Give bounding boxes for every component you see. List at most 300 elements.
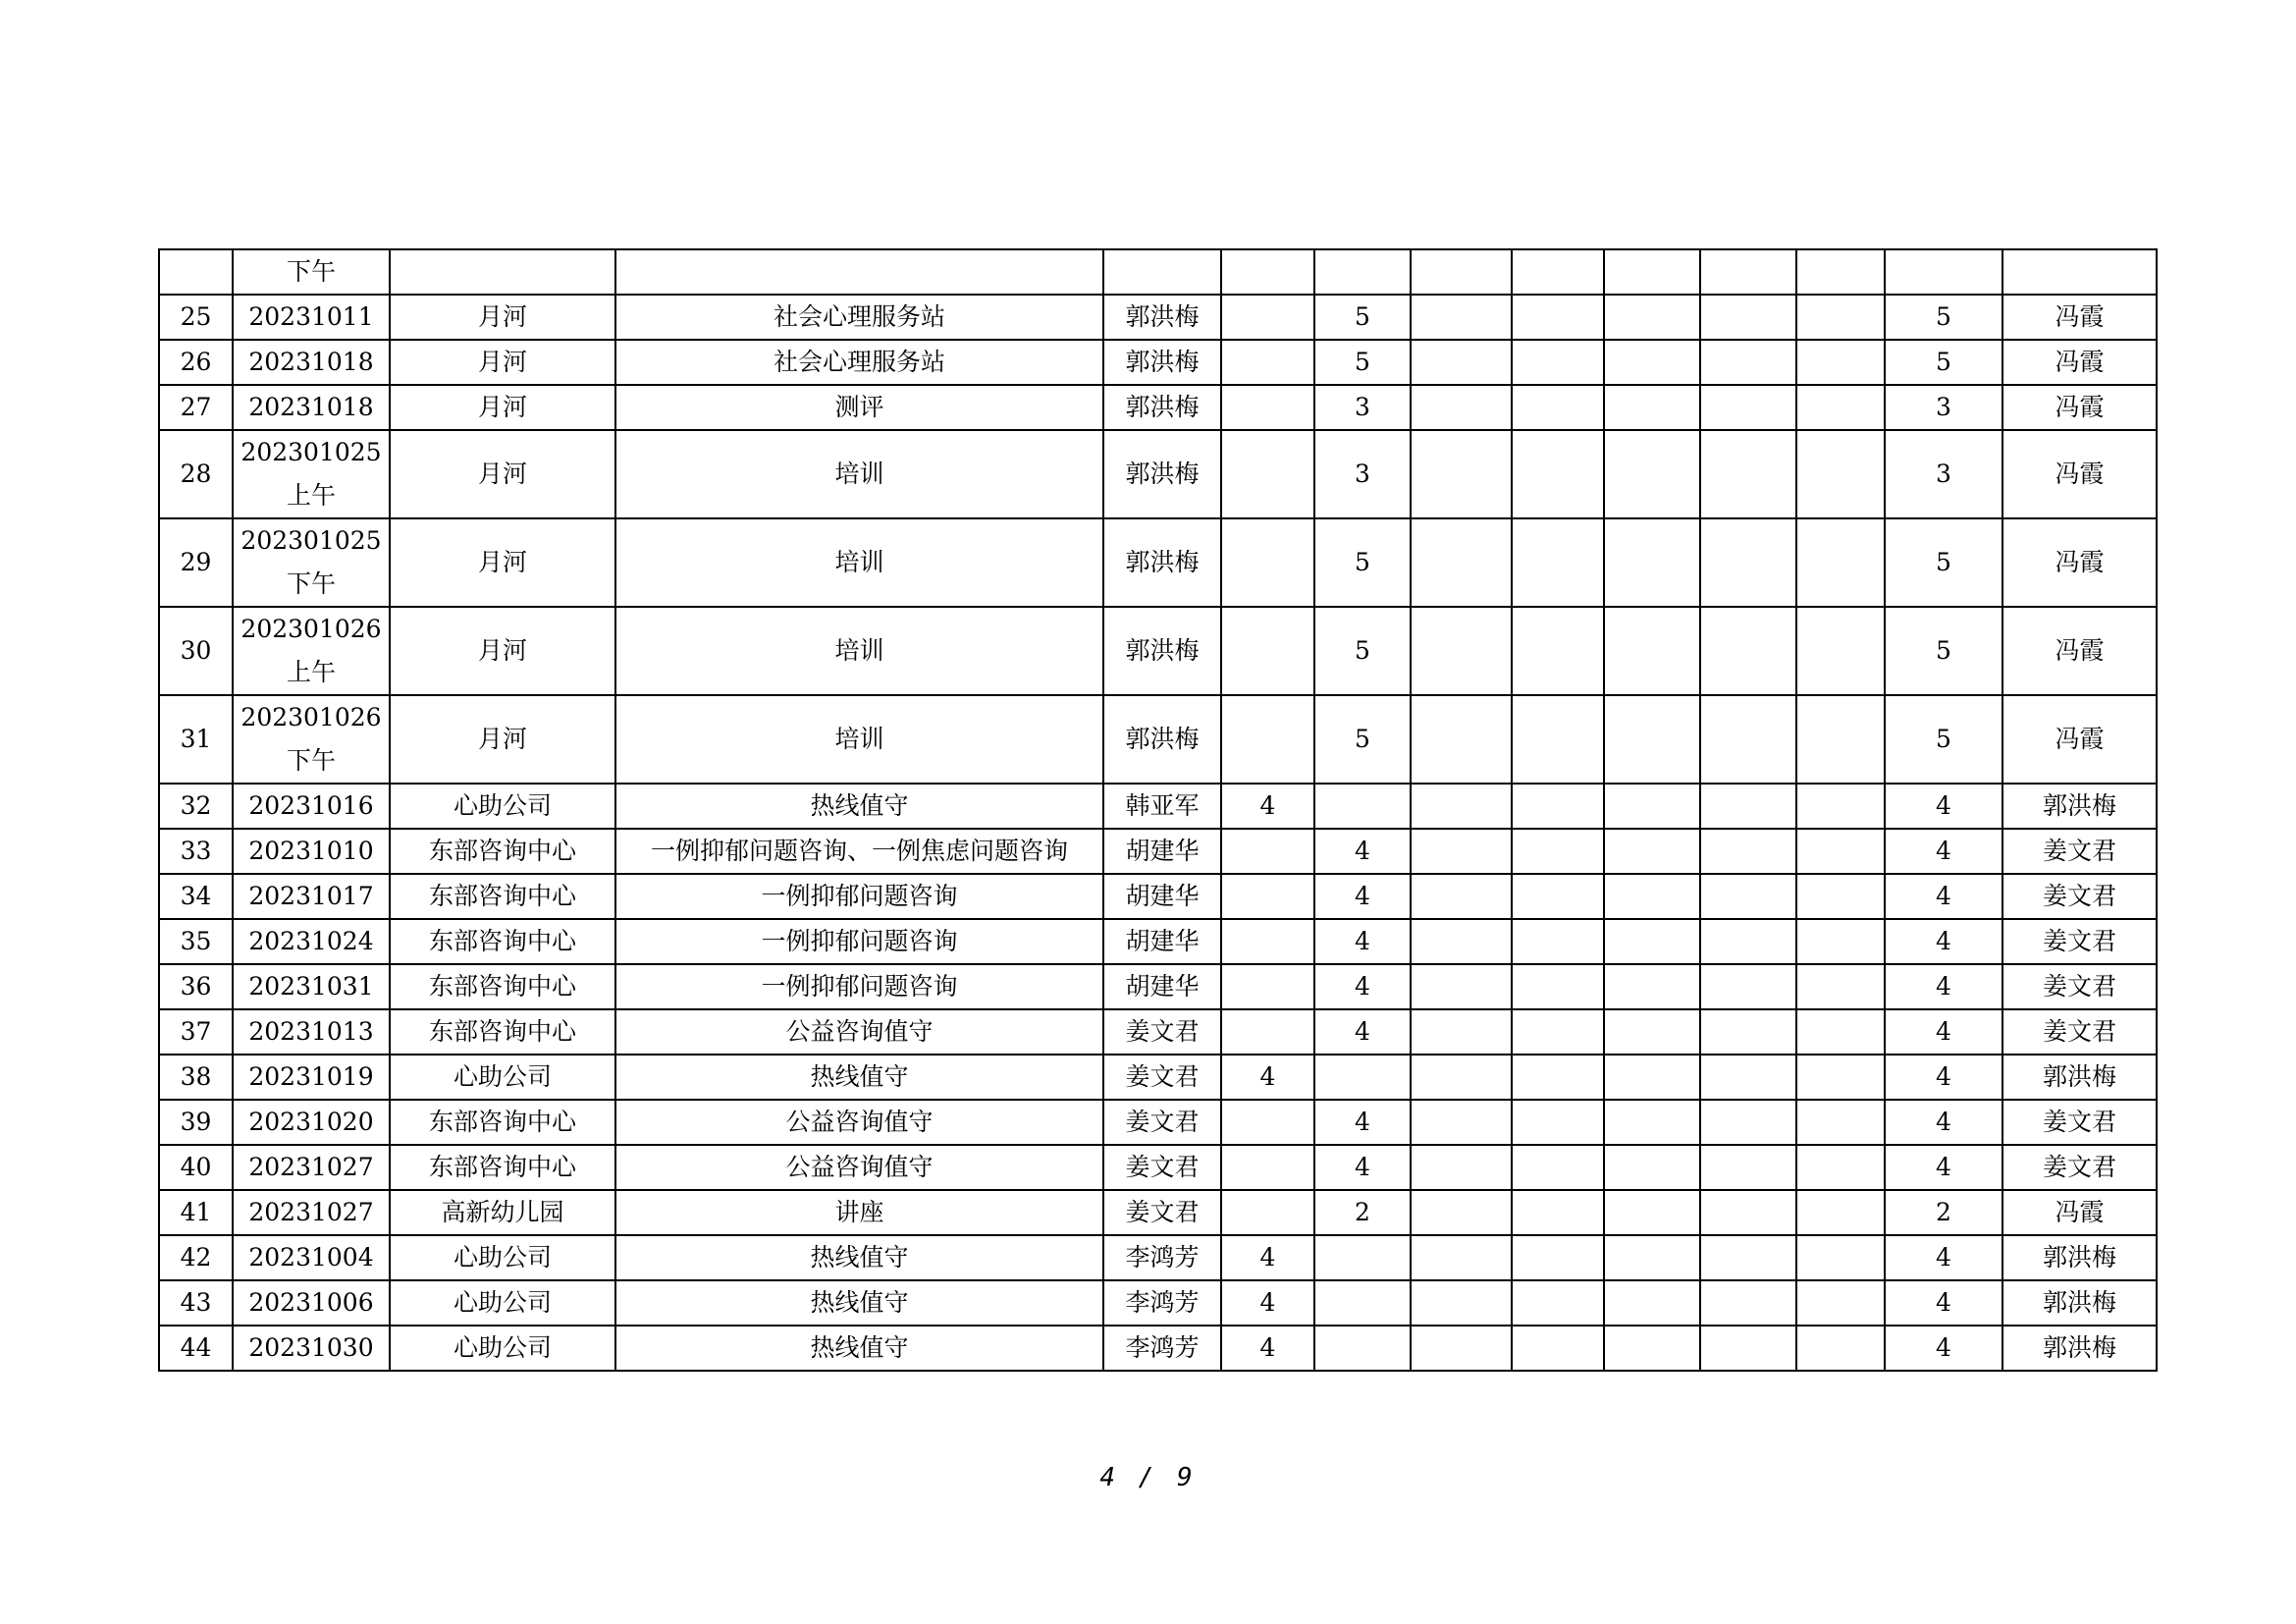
cell-hours-col-2	[1314, 249, 1411, 295]
date-value: 20231020	[248, 1108, 374, 1136]
cell-location: 东部咨询中心	[390, 874, 615, 919]
cell-serial-number: 42	[159, 1235, 233, 1280]
cell-verifier: 姜文君	[2002, 1009, 2157, 1055]
cell-hours-col-1: 4	[1221, 1055, 1314, 1100]
cell-volunteer: 胡建华	[1103, 874, 1221, 919]
cell-total-hours: 5	[1885, 295, 2002, 340]
cell-hours-col-1	[1221, 295, 1314, 340]
cell-location: 东部咨询中心	[390, 1145, 615, 1190]
cell-hours-col-2: 3	[1314, 385, 1411, 430]
cell-date	[233, 1326, 390, 1371]
cell-hours-col-3	[1411, 695, 1512, 784]
cell-hours-col-3	[1411, 1235, 1512, 1280]
cell-hours-col-7	[1796, 1235, 1885, 1280]
cell-hours-col-6	[1700, 430, 1796, 518]
cell-verifier: 冯霞	[2002, 518, 2157, 607]
cell-hours-col-6	[1700, 1326, 1796, 1371]
cell-hours-col-3	[1411, 829, 1512, 874]
date-value: 20231027	[248, 1153, 374, 1181]
cell-activity: 热线值守	[615, 1326, 1103, 1371]
cell-volunteer: 郭洪梅	[1103, 295, 1221, 340]
cell-volunteer: 胡建华	[1103, 919, 1221, 964]
table-row	[159, 1100, 2157, 1145]
cell-activity: 培训	[615, 430, 1103, 518]
cell-serial-number: 32	[159, 784, 233, 829]
cell-location: 月河	[390, 518, 615, 607]
cell-location: 月河	[390, 385, 615, 430]
cell-date	[233, 829, 390, 874]
cell-hours-col-6	[1700, 607, 1796, 695]
date-value: 20231030	[248, 1333, 374, 1362]
table-row	[159, 1326, 2157, 1371]
date-period: 下午	[286, 257, 336, 286]
cell-hours-col-1	[1221, 1145, 1314, 1190]
cell-serial-number: 27	[159, 385, 233, 430]
cell-date	[233, 874, 390, 919]
cell-hours-col-6	[1700, 964, 1796, 1009]
cell-hours-col-6	[1700, 1055, 1796, 1100]
cell-verifier: 冯霞	[2002, 1190, 2157, 1235]
date-value: 20231017	[248, 882, 374, 910]
cell-date	[233, 1235, 390, 1280]
cell-hours-col-4	[1512, 1055, 1604, 1100]
date-value: 20231031	[248, 972, 374, 1001]
date-value: 202301026	[240, 703, 382, 731]
date-value: 20231024	[248, 927, 374, 955]
cell-hours-col-7	[1796, 385, 1885, 430]
cell-verifier: 姜文君	[2002, 964, 2157, 1009]
cell-volunteer: 姜文君	[1103, 1100, 1221, 1145]
cell-volunteer: 姜文君	[1103, 1055, 1221, 1100]
cell-serial-number: 26	[159, 340, 233, 385]
cell-hours-col-2: 4	[1314, 1145, 1411, 1190]
table-row	[159, 1190, 2157, 1235]
cell-hours-col-2	[1314, 1280, 1411, 1326]
cell-hours-col-7	[1796, 1055, 1885, 1100]
cell-total-hours: 5	[1885, 607, 2002, 695]
cell-location: 高新幼儿园	[390, 1190, 615, 1235]
cell-hours-col-3	[1411, 1055, 1512, 1100]
cell-serial-number: 34	[159, 874, 233, 919]
cell-location: 月河	[390, 430, 615, 518]
cell-hours-col-7	[1796, 874, 1885, 919]
cell-location: 月河	[390, 607, 615, 695]
cell-activity: 热线值守	[615, 784, 1103, 829]
cell-volunteer: 郭洪梅	[1103, 607, 1221, 695]
cell-verifier: 冯霞	[2002, 430, 2157, 518]
cell-hours-col-5	[1604, 518, 1700, 607]
cell-serial-number: 30	[159, 607, 233, 695]
cell-date	[233, 1100, 390, 1145]
cell-verifier: 姜文君	[2002, 919, 2157, 964]
cell-hours-col-5	[1604, 1009, 1700, 1055]
cell-hours-col-7	[1796, 249, 1885, 295]
cell-hours-col-1	[1221, 919, 1314, 964]
cell-hours-col-7	[1796, 518, 1885, 607]
cell-hours-col-1	[1221, 874, 1314, 919]
cell-activity: 热线值守	[615, 1235, 1103, 1280]
cell-hours-col-1: 4	[1221, 1235, 1314, 1280]
cell-hours-col-7	[1796, 1326, 1885, 1371]
cell-volunteer: 姜文君	[1103, 1190, 1221, 1235]
cell-hours-col-3	[1411, 1326, 1512, 1371]
cell-total-hours: 4	[1885, 1055, 2002, 1100]
date-value: 20231018	[248, 393, 374, 421]
cell-hours-col-2: 4	[1314, 1009, 1411, 1055]
date-value: 20231013	[248, 1017, 374, 1046]
cell-verifier: 冯霞	[2002, 385, 2157, 430]
cell-hours-col-5	[1604, 919, 1700, 964]
cell-hours-col-3	[1411, 518, 1512, 607]
cell-verifier: 冯霞	[2002, 340, 2157, 385]
cell-hours-col-4	[1512, 1190, 1604, 1235]
cell-serial-number: 44	[159, 1326, 233, 1371]
cell-verifier	[2002, 249, 2157, 295]
cell-hours-col-2: 5	[1314, 340, 1411, 385]
date-period: 上午	[286, 658, 336, 686]
cell-hours-col-2: 5	[1314, 518, 1411, 607]
table-row	[159, 964, 2157, 1009]
cell-serial-number: 36	[159, 964, 233, 1009]
cell-total-hours: 5	[1885, 518, 2002, 607]
cell-hours-col-7	[1796, 430, 1885, 518]
cell-location: 心助公司	[390, 1055, 615, 1100]
cell-verifier: 郭洪梅	[2002, 784, 2157, 829]
cell-hours-col-6	[1700, 784, 1796, 829]
cell-hours-col-1	[1221, 518, 1314, 607]
cell-hours-col-7	[1796, 695, 1885, 784]
cell-activity: 一例抑郁问题咨询	[615, 964, 1103, 1009]
cell-hours-col-4	[1512, 607, 1604, 695]
table-row	[159, 385, 2157, 430]
cell-hours-col-4	[1512, 919, 1604, 964]
cell-hours-col-3	[1411, 430, 1512, 518]
cell-serial-number	[159, 249, 233, 295]
cell-date	[233, 295, 390, 340]
cell-volunteer: 郭洪梅	[1103, 518, 1221, 607]
cell-activity: 培训	[615, 695, 1103, 784]
cell-hours-col-5	[1604, 829, 1700, 874]
cell-serial-number: 25	[159, 295, 233, 340]
cell-hours-col-1: 4	[1221, 1326, 1314, 1371]
cell-location: 月河	[390, 340, 615, 385]
cell-hours-col-2: 4	[1314, 964, 1411, 1009]
cell-hours-col-4	[1512, 340, 1604, 385]
cell-activity: 公益咨询值守	[615, 1145, 1103, 1190]
cell-activity: 一例抑郁问题咨询、一例焦虑问题咨询	[615, 829, 1103, 874]
cell-total-hours: 2	[1885, 1190, 2002, 1235]
cell-verifier: 冯霞	[2002, 607, 2157, 695]
table-row	[159, 607, 2157, 695]
date-value: 202301025	[240, 438, 382, 466]
cell-hours-col-4	[1512, 829, 1604, 874]
table-body	[159, 249, 2157, 1371]
cell-hours-col-4	[1512, 518, 1604, 607]
cell-hours-col-6	[1700, 1009, 1796, 1055]
cell-volunteer: 胡建华	[1103, 829, 1221, 874]
cell-activity: 讲座	[615, 1190, 1103, 1235]
cell-hours-col-5	[1604, 607, 1700, 695]
cell-hours-col-5	[1604, 295, 1700, 340]
cell-verifier: 郭洪梅	[2002, 1326, 2157, 1371]
cell-hours-col-5	[1604, 1145, 1700, 1190]
cell-activity: 公益咨询值守	[615, 1100, 1103, 1145]
cell-hours-col-1	[1221, 249, 1314, 295]
cell-serial-number: 31	[159, 695, 233, 784]
cell-hours-col-1	[1221, 964, 1314, 1009]
table-row	[159, 1009, 2157, 1055]
cell-location: 心助公司	[390, 1280, 615, 1326]
cell-hours-col-3	[1411, 1100, 1512, 1145]
date-value: 202301026	[240, 615, 382, 643]
cell-verifier: 姜文君	[2002, 1145, 2157, 1190]
date-period: 下午	[286, 569, 336, 598]
cell-verifier: 冯霞	[2002, 295, 2157, 340]
date-value: 20231006	[248, 1288, 374, 1317]
cell-hours-col-7	[1796, 1100, 1885, 1145]
cell-location: 心助公司	[390, 1235, 615, 1280]
cell-serial-number: 35	[159, 919, 233, 964]
cell-hours-col-7	[1796, 340, 1885, 385]
cell-hours-col-5	[1604, 1235, 1700, 1280]
cell-hours-col-4	[1512, 874, 1604, 919]
cell-date	[233, 919, 390, 964]
cell-total-hours: 4	[1885, 829, 2002, 874]
cell-hours-col-5	[1604, 340, 1700, 385]
cell-hours-col-2: 4	[1314, 1100, 1411, 1145]
cell-activity: 一例抑郁问题咨询	[615, 919, 1103, 964]
table-row	[159, 784, 2157, 829]
cell-date	[233, 964, 390, 1009]
cell-hours-col-4	[1512, 1280, 1604, 1326]
cell-activity: 测评	[615, 385, 1103, 430]
cell-serial-number: 41	[159, 1190, 233, 1235]
cell-hours-col-3	[1411, 295, 1512, 340]
cell-hours-col-3	[1411, 607, 1512, 695]
cell-serial-number: 38	[159, 1055, 233, 1100]
date-value: 20231011	[248, 302, 374, 331]
date-period: 下午	[286, 746, 336, 775]
cell-serial-number: 39	[159, 1100, 233, 1145]
table-row	[159, 340, 2157, 385]
cell-date	[233, 430, 390, 518]
cell-hours-col-5	[1604, 1280, 1700, 1326]
cell-total-hours: 4	[1885, 1100, 2002, 1145]
date-value: 20231018	[248, 348, 374, 376]
table-row	[159, 919, 2157, 964]
cell-activity: 热线值守	[615, 1055, 1103, 1100]
cell-date	[233, 695, 390, 784]
cell-hours-col-6	[1700, 919, 1796, 964]
cell-hours-col-3	[1411, 1190, 1512, 1235]
page-number: 4 / 9	[1099, 1463, 1197, 1492]
cell-hours-col-7	[1796, 919, 1885, 964]
cell-date	[233, 1280, 390, 1326]
cell-hours-col-5	[1604, 874, 1700, 919]
cell-hours-col-2	[1314, 1326, 1411, 1371]
cell-location: 东部咨询中心	[390, 829, 615, 874]
cell-hours-col-5	[1604, 784, 1700, 829]
cell-hours-col-3	[1411, 385, 1512, 430]
cell-total-hours: 4	[1885, 874, 2002, 919]
cell-date	[233, 607, 390, 695]
cell-hours-col-6	[1700, 874, 1796, 919]
cell-activity: 社会心理服务站	[615, 295, 1103, 340]
cell-hours-col-5	[1604, 430, 1700, 518]
cell-verifier: 冯霞	[2002, 695, 2157, 784]
cell-hours-col-2: 4	[1314, 874, 1411, 919]
volunteer-hours-table	[158, 248, 2158, 1372]
cell-hours-col-7	[1796, 964, 1885, 1009]
cell-hours-col-1	[1221, 385, 1314, 430]
cell-hours-col-4	[1512, 430, 1604, 518]
cell-total-hours: 5	[1885, 340, 2002, 385]
cell-volunteer: 郭洪梅	[1103, 430, 1221, 518]
cell-hours-col-3	[1411, 964, 1512, 1009]
cell-hours-col-1	[1221, 430, 1314, 518]
cell-date	[233, 1055, 390, 1100]
cell-hours-col-2: 4	[1314, 829, 1411, 874]
cell-activity: 培训	[615, 518, 1103, 607]
cell-total-hours: 4	[1885, 919, 2002, 964]
cell-location: 月河	[390, 295, 615, 340]
date-value: 202301025	[240, 526, 382, 555]
cell-hours-col-6	[1700, 829, 1796, 874]
cell-verifier: 姜文君	[2002, 874, 2157, 919]
cell-volunteer: 姜文君	[1103, 1145, 1221, 1190]
cell-date	[233, 1145, 390, 1190]
cell-date	[233, 340, 390, 385]
cell-hours-col-6	[1700, 1235, 1796, 1280]
cell-hours-col-7	[1796, 1009, 1885, 1055]
table-row	[159, 829, 2157, 874]
cell-verifier: 姜文君	[2002, 1100, 2157, 1145]
cell-hours-col-3	[1411, 1280, 1512, 1326]
cell-hours-col-6	[1700, 1280, 1796, 1326]
cell-hours-col-7	[1796, 1145, 1885, 1190]
cell-location: 东部咨询中心	[390, 964, 615, 1009]
table-row	[159, 1145, 2157, 1190]
cell-verifier: 姜文君	[2002, 829, 2157, 874]
cell-date	[233, 518, 390, 607]
cell-hours-col-5	[1604, 1190, 1700, 1235]
table-row	[159, 249, 2157, 295]
cell-hours-col-7	[1796, 1190, 1885, 1235]
cell-volunteer	[1103, 249, 1221, 295]
cell-hours-col-1	[1221, 1009, 1314, 1055]
table-row	[159, 518, 2157, 607]
cell-hours-col-3	[1411, 874, 1512, 919]
cell-total-hours: 4	[1885, 964, 2002, 1009]
cell-hours-col-3	[1411, 340, 1512, 385]
cell-hours-col-6	[1700, 695, 1796, 784]
table-row	[159, 1280, 2157, 1326]
cell-volunteer: 郭洪梅	[1103, 340, 1221, 385]
cell-verifier: 郭洪梅	[2002, 1280, 2157, 1326]
cell-hours-col-1	[1221, 340, 1314, 385]
table-row	[159, 295, 2157, 340]
cell-hours-col-1	[1221, 829, 1314, 874]
cell-hours-col-6	[1700, 1190, 1796, 1235]
cell-hours-col-4	[1512, 385, 1604, 430]
cell-hours-col-2: 5	[1314, 295, 1411, 340]
cell-location: 东部咨询中心	[390, 1009, 615, 1055]
table-row	[159, 874, 2157, 919]
cell-date	[233, 784, 390, 829]
cell-date	[233, 385, 390, 430]
cell-verifier: 郭洪梅	[2002, 1055, 2157, 1100]
cell-total-hours: 4	[1885, 1235, 2002, 1280]
cell-date	[233, 1190, 390, 1235]
cell-hours-col-6	[1700, 1100, 1796, 1145]
cell-serial-number: 29	[159, 518, 233, 607]
cell-hours-col-2: 5	[1314, 607, 1411, 695]
cell-hours-col-3	[1411, 1009, 1512, 1055]
cell-hours-col-7	[1796, 607, 1885, 695]
cell-hours-col-4	[1512, 1009, 1604, 1055]
cell-hours-col-1	[1221, 695, 1314, 784]
cell-total-hours	[1885, 249, 2002, 295]
cell-hours-col-4	[1512, 784, 1604, 829]
cell-hours-col-6	[1700, 249, 1796, 295]
cell-volunteer: 胡建华	[1103, 964, 1221, 1009]
cell-hours-col-7	[1796, 829, 1885, 874]
cell-hours-col-4	[1512, 295, 1604, 340]
cell-location: 心助公司	[390, 784, 615, 829]
cell-total-hours: 3	[1885, 430, 2002, 518]
cell-activity: 一例抑郁问题咨询	[615, 874, 1103, 919]
cell-hours-col-2: 3	[1314, 430, 1411, 518]
cell-hours-col-5	[1604, 1326, 1700, 1371]
cell-serial-number: 43	[159, 1280, 233, 1326]
cell-volunteer: 韩亚军	[1103, 784, 1221, 829]
cell-hours-col-4	[1512, 1235, 1604, 1280]
cell-location: 心助公司	[390, 1326, 615, 1371]
cell-serial-number: 28	[159, 430, 233, 518]
cell-activity: 培训	[615, 607, 1103, 695]
cell-hours-col-4	[1512, 1100, 1604, 1145]
cell-hours-col-1	[1221, 1190, 1314, 1235]
cell-volunteer: 李鸿芳	[1103, 1235, 1221, 1280]
date-value: 20231004	[248, 1243, 374, 1272]
cell-location: 月河	[390, 695, 615, 784]
cell-serial-number: 37	[159, 1009, 233, 1055]
cell-date	[233, 1009, 390, 1055]
cell-location: 东部咨询中心	[390, 919, 615, 964]
cell-activity: 公益咨询值守	[615, 1009, 1103, 1055]
cell-date	[233, 249, 390, 295]
cell-hours-col-7	[1796, 295, 1885, 340]
cell-total-hours: 3	[1885, 385, 2002, 430]
cell-hours-col-4	[1512, 249, 1604, 295]
cell-hours-col-2: 5	[1314, 695, 1411, 784]
cell-serial-number: 40	[159, 1145, 233, 1190]
date-value: 20231019	[248, 1062, 374, 1091]
cell-hours-col-3	[1411, 1145, 1512, 1190]
cell-hours-col-4	[1512, 964, 1604, 1009]
cell-hours-col-7	[1796, 784, 1885, 829]
date-value: 20231016	[248, 791, 374, 820]
cell-activity	[615, 249, 1103, 295]
cell-hours-col-1: 4	[1221, 1280, 1314, 1326]
cell-volunteer: 李鸿芳	[1103, 1280, 1221, 1326]
cell-hours-col-5	[1604, 964, 1700, 1009]
cell-hours-col-5	[1604, 695, 1700, 784]
cell-activity: 社会心理服务站	[615, 340, 1103, 385]
cell-hours-col-6	[1700, 340, 1796, 385]
cell-hours-col-2: 2	[1314, 1190, 1411, 1235]
table-row	[159, 1055, 2157, 1100]
